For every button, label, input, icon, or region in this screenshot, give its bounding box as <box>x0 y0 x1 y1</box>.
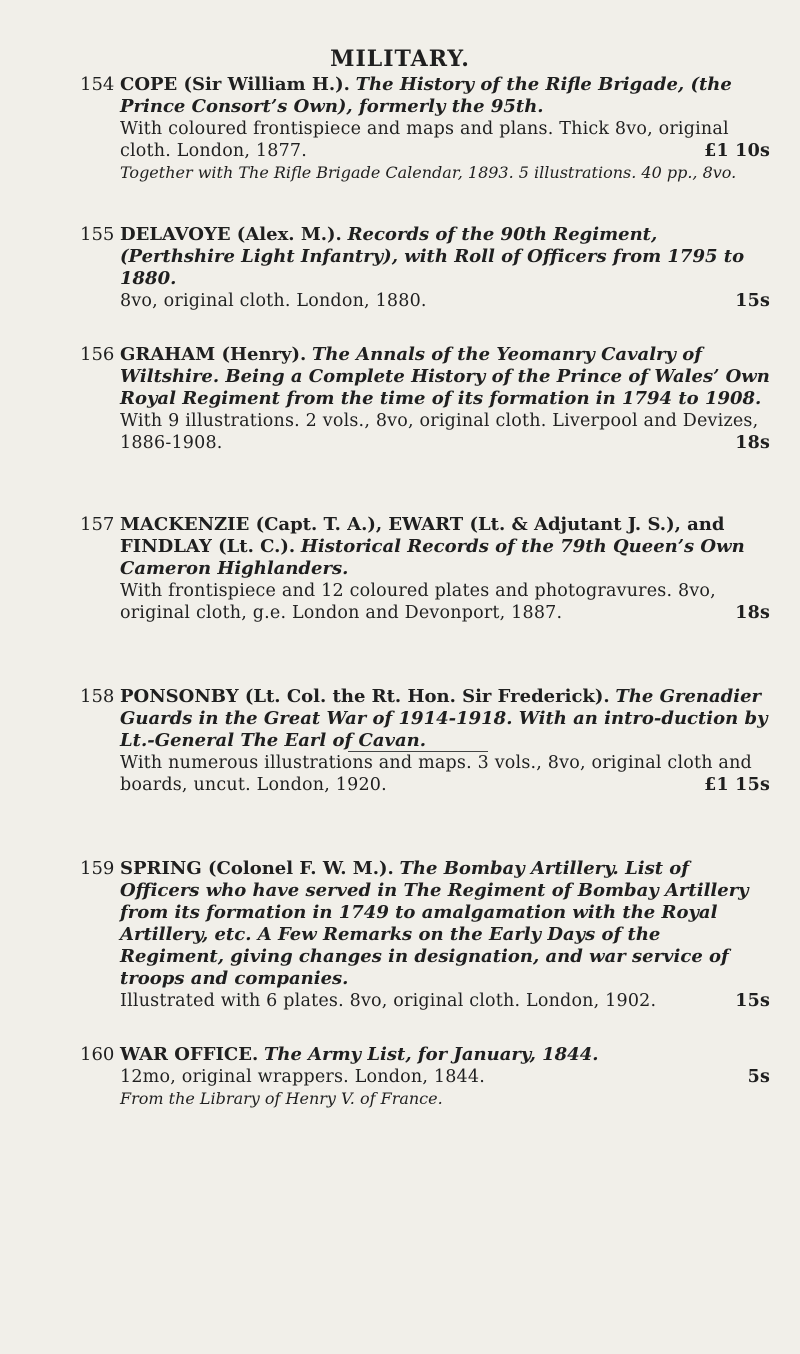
entry-price: 18s <box>735 603 770 623</box>
catalogue-entry <box>80 514 770 624</box>
entry-number: 157 <box>80 514 115 535</box>
entry-number: 156 <box>80 344 115 365</box>
entry-detail-line <box>120 1066 770 1088</box>
entry-detail-line <box>120 118 770 162</box>
entry-heading <box>80 224 770 290</box>
catalogue-entry <box>80 686 770 796</box>
catalogue-entry <box>80 344 770 454</box>
entry-number: 155 <box>80 224 115 245</box>
entry-number: 158 <box>80 686 115 707</box>
section-heading: MILITARY. <box>330 46 470 72</box>
entry-price: 15s <box>735 291 770 311</box>
entry-heading <box>80 1044 770 1066</box>
entry-detail-line <box>120 290 770 312</box>
entry-detail: 12mo, original wrappers. London, 1844. <box>120 1067 485 1087</box>
catalogue-entry <box>80 224 770 312</box>
entry-title: The History of the Rifle Brigade, (the Prince Consort’s Own), formerly the 95th. <box>120 74 732 117</box>
section-divider <box>348 751 488 752</box>
entry-note: From the Library of Henry V. of France. <box>120 1089 443 1108</box>
entry-price: 5s <box>747 1067 770 1087</box>
entry-title: The Annals of the Yeomanry Cavalry of Wiltshire. Being a Complete History of the Prince of Wales’ Own Royal Regiment from the time of its formation in 1794 to 1908. <box>120 344 770 409</box>
entry-author: PONSONBY (Lt. Col. the Rt. Hon. Sir Frederick). <box>120 686 610 707</box>
entry-author: WAR OFFICE. <box>120 1044 259 1065</box>
entry-heading <box>80 858 770 990</box>
entry-price: 15s <box>735 991 770 1011</box>
entry-author: MACKENZIE (Capt. T. A.), EWART (Lt. & Adjutant J. S.), and FINDLAY (Lt. C.). <box>120 514 725 557</box>
entry-author: COPE (Sir William H.). <box>120 74 350 95</box>
entry-number: 159 <box>80 858 115 879</box>
entry-title: The Grenadier Guards in the Great War of 1914-1918. With an intro-duction by Lt.-General The Earl of Cavan. <box>120 686 768 751</box>
entry-detail: Illustrated with 6 plates. 8vo, original cloth. London, 1902. <box>120 991 657 1011</box>
catalogue-entry <box>80 858 770 1012</box>
entry-heading <box>80 74 770 118</box>
entry-author: SPRING (Colonel F. W. M.). <box>120 858 394 879</box>
entry-title: The Bombay Artillery. List of Officers who have served in The Regiment of Bombay Artillery from its formation in 1749 to amalgamation with the Royal Artillery, etc. A Few Remarks on the Early Days of the Regiment, giving changes in designation, and war service of troops and companies. <box>120 858 749 989</box>
entry-number: 154 <box>80 74 115 95</box>
entry-detail: With numerous illustrations and maps. 3 vols., 8vo, original cloth and boards, uncut. London, 1920. <box>120 753 752 795</box>
entry-heading <box>80 686 770 752</box>
entry-note: Together with The Rifle Brigade Calendar, 1893. 5 illustrations. 40 pp., 8vo. <box>120 163 737 182</box>
entry-detail: With frontispiece and 12 coloured plates and photogravures. 8vo, original cloth, g.e. London and Devonport, 1887. <box>120 581 716 623</box>
entry-detail-line <box>120 580 770 624</box>
entry-detail: With coloured frontispiece and maps and plans. Thick 8vo, original cloth. London, 1877. <box>120 119 729 161</box>
entry-detail-line <box>120 990 770 1012</box>
entry-title: Records of the 90th Regiment, (Perthshire Light Infantry), with Roll of Officers from 1795 to 1880. <box>120 224 745 289</box>
entry-detail: 8vo, original cloth. London, 1880. <box>120 291 427 311</box>
catalogue-entry <box>80 74 770 184</box>
entry-detail-line <box>120 410 770 454</box>
entry-title: Historical Records of the 79th Queen’s Own Cameron Highlanders. <box>120 536 745 579</box>
entry-author: GRAHAM (Henry). <box>120 344 307 365</box>
entry-price: £1 10s <box>704 141 770 161</box>
entry-title: The Army List, for January, 1844. <box>263 1044 599 1065</box>
entry-detail-line <box>120 752 770 796</box>
entry-heading <box>80 514 770 580</box>
catalogue-entry <box>80 1044 770 1110</box>
entry-author: DELAVOYE (Alex. M.). <box>120 224 342 245</box>
entry-heading <box>80 344 770 410</box>
entry-detail: With 9 illustrations. 2 vols., 8vo, original cloth. Liverpool and Devizes, 1886-1908. <box>120 411 759 453</box>
entry-price: 18s <box>735 433 770 453</box>
entry-number: 160 <box>80 1044 115 1065</box>
entry-price: £1 15s <box>704 775 770 795</box>
